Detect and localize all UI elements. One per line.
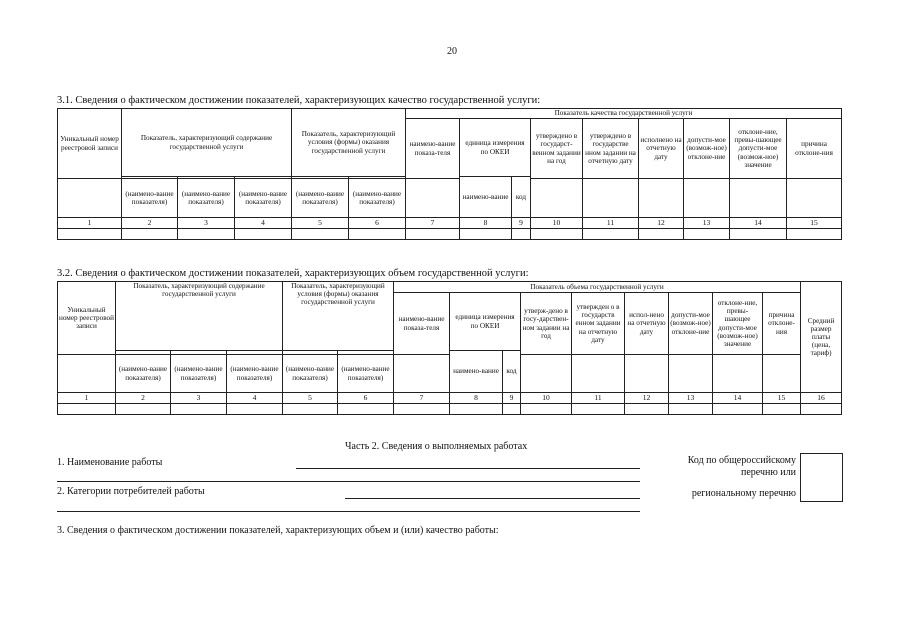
col-unique-number: Уникальный номер реестровой записи [58,109,122,179]
empty-cell [787,179,842,218]
col-unit-name: наимено-вание [460,177,512,218]
page-number: 20 [447,46,457,57]
col-approved-date: утвержден о в государств енном задании на отчетную дату [572,293,625,355]
column-number: 3 [171,393,227,404]
quality-indicators-table [57,108,842,240]
column-number: 15 [763,393,801,404]
code-label-line-3: региональному перечню [691,488,796,499]
col-conditions-indicator: Показатель, характеризующий условия (формы) оказания государственной услуги [292,109,406,177]
column-number: 2 [116,393,171,404]
data-cell [460,229,512,240]
col-executed: исполнено на отчетную дату [639,119,684,179]
data-cell [450,404,503,415]
column-number: 4 [227,393,283,404]
data-cell [58,229,122,240]
col-approved-year: утверждено в государст-венном задании на год [531,119,583,179]
col-content-name-2: (наимено-вание показателя) [171,355,227,393]
column-number: 10 [521,393,572,404]
column-number: 1 [58,393,116,404]
col-quality-group: Показатель качества государственной услуги [406,109,842,119]
col-unit-okei: единица измерения по ОКЕИ [460,119,531,177]
data-cell [531,229,583,240]
data-cell [116,404,171,415]
code-label-line-1: Код по общероссийскому [687,455,796,466]
empty-cell [394,355,450,393]
column-number: 8 [450,393,503,404]
consumer-categories-label: 2. Категории потребителей работы [57,486,205,497]
col-allowed-deviation: допусти-мое (возмож-ное) отклоне-ние [669,293,713,355]
column-number: 7 [406,218,460,229]
data-cell [801,404,842,415]
data-cell [235,229,292,240]
data-cell [227,404,283,415]
data-cell [684,229,730,240]
col-average-price: Средний размер платы (цена, тариф) [801,282,842,393]
column-number: 14 [713,393,763,404]
empty-cell [531,179,583,218]
column-number: 6 [349,218,406,229]
column-number: 2 [122,218,178,229]
data-cell [763,404,801,415]
empty-cell [572,355,625,393]
empty-cell [625,355,669,393]
data-cell [283,404,338,415]
empty-cell [763,355,801,393]
col-conditions-name-1: (наимено-вание показателя) [283,355,338,393]
data-cell [171,404,227,415]
column-number: 3 [178,218,235,229]
data-cell [512,229,531,240]
column-number: 10 [531,218,583,229]
data-cell [521,404,572,415]
data-cell [572,404,625,415]
column-number: 8 [460,218,512,229]
col-unit-okei: единица измерения по ОКЕИ [450,293,521,351]
col-deviation-reason: причина отклоне-ния [787,119,842,179]
col-content-name-2: (наимено-вание показателя) [178,179,235,218]
section-3-2-title: 3.2. Сведения о фактическом достижении показателей, характеризующих объем государственной услуги: [57,268,529,279]
data-cell [787,229,842,240]
data-cell [730,229,787,240]
empty-cell [583,179,639,218]
empty-cell [521,355,572,393]
column-number: 5 [283,393,338,404]
data-cell [58,404,116,415]
column-number: 5 [292,218,349,229]
consumer-categories-line [345,498,640,499]
data-cell [625,404,669,415]
col-unit-code: код [512,177,531,218]
data-cell [122,229,178,240]
data-cell [713,404,763,415]
registry-code-box[interactable] [800,453,843,502]
column-number: 7 [394,393,450,404]
column-number: 6 [338,393,394,404]
column-number: 12 [639,218,684,229]
column-number: 15 [787,218,842,229]
col-unit-name: наимено-вание [450,351,503,393]
empty-cell [713,355,763,393]
column-number: 14 [730,218,787,229]
empty-cell [58,179,122,218]
work-name-label: 1. Наименование работы [57,457,163,468]
col-indicator-name: наимено-вание показа-теля [394,293,450,355]
col-conditions-name-2: (наимено-вание показателя) [338,355,394,393]
col-indicator-name: наимено-вание показа-теля [406,119,460,179]
data-cell [406,229,460,240]
column-number: 1 [58,218,122,229]
data-cell [669,404,713,415]
section-3-work-title: 3. Сведения о фактическом достижении показателей, характеризующих объем и (или) качество работы: [57,525,499,536]
code-label-line-2: перечню или [740,467,796,478]
work-name-line [296,468,640,469]
column-number: 13 [684,218,730,229]
data-cell [583,229,639,240]
col-exceeding-deviation: отклоне-ние, превы-шающее допусти-мое (возмож-ное) значение [713,293,763,355]
col-exceeding-deviation: отклоне-ние, превы-шающее допусти-мое (возмож-ное) значение [730,119,787,179]
col-conditions-name-1: (наимено-вание показателя) [292,179,349,218]
volume-indicators-table [57,281,842,415]
part-2-title: Часть 2. Сведения о выполняемых работах [345,441,528,452]
empty-cell [406,179,460,218]
data-cell [292,229,349,240]
data-cell [349,229,406,240]
col-content-name-1: (наимено-вание показателя) [116,355,171,393]
column-number: 11 [583,218,639,229]
col-executed: испол-нено на отчетную дату [625,293,669,355]
section-3-1-title: 3.1. Сведения о фактическом достижении показателей, характеризующих качество государственной услуги: [57,95,541,106]
column-number: 16 [801,393,842,404]
col-content-name-1: (наимено-вание показателя) [122,179,178,218]
empty-cell [639,179,684,218]
col-content-name-3: (наимено-вание показателя) [227,355,283,393]
column-number: 9 [503,393,521,404]
col-unit-code: код [503,351,521,393]
consumer-categories-line-2 [57,511,640,512]
column-number: 11 [572,393,625,404]
col-volume-group: Показатель объема государственной услуги [394,282,801,293]
col-approved-date: утверждено в государстве нном задании на отчетную дату [583,119,639,179]
col-conditions-name-2: (наимено-вание показателя) [349,179,406,218]
empty-cell [684,179,730,218]
data-cell [178,229,235,240]
col-content-indicator: Показатель, характеризующий содержание государственной услуги [122,109,292,177]
col-content-indicator: Показатель, характеризующий содержание государственной услуги [116,282,283,351]
empty-cell [730,179,787,218]
column-number: 9 [512,218,531,229]
column-number: 12 [625,393,669,404]
col-approved-year: утверж-дено в госу-дарствен-ном задании на год [521,293,572,355]
data-cell [394,404,450,415]
col-conditions-indicator: Показатель, характеризующий условия (формы) оказания государственной услуги [283,282,394,351]
col-deviation-reason: причина отклоне-ния [763,293,801,355]
work-name-line-2 [57,481,640,482]
col-allowed-deviation: допусти-мое (возмож-ное) отклоне-ние [684,119,730,179]
col-unique-number: Уникальный номер реестровой записи [58,282,116,355]
column-number: 13 [669,393,713,404]
data-cell [639,229,684,240]
col-content-name-3: (наимено-вание показателя) [235,179,292,218]
data-cell [503,404,521,415]
column-number: 4 [235,218,292,229]
empty-cell [669,355,713,393]
empty-cell [58,355,116,393]
data-cell [338,404,394,415]
